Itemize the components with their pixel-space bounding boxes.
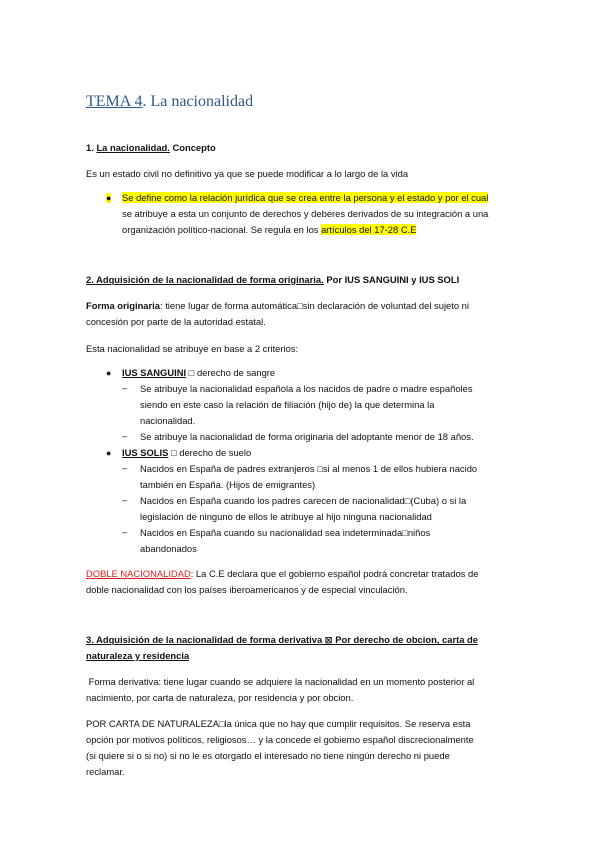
soli-item-3-line-1: Nacidos en España cuando su nacionalidad sea indeterminada□niños	[140, 527, 431, 538]
dash-icon: –	[122, 526, 128, 537]
bullet-icon: ●	[106, 193, 112, 203]
section-1-heading-underlined: La nacionalidad.	[96, 142, 170, 153]
title-tema: TEMA 4	[86, 93, 143, 110]
dash-icon: –	[122, 382, 128, 393]
ius-solis-desc: □ derecho de suelo	[168, 447, 252, 458]
section-3-heading-line-2: naturaleza y residencia	[86, 650, 190, 661]
ius-solis-label: IUS SOLIS	[122, 447, 169, 458]
bullet-icon: ●	[106, 368, 112, 378]
soli-item-3-line-2: abandonados	[140, 543, 197, 554]
dash-icon: –	[122, 494, 128, 505]
soli-item-2-line-2: legislación de ninguno de ellos le atribuye al hijo ninguna nacionalidad	[140, 511, 432, 522]
section-1-heading	[86, 140, 216, 156]
section-1-number: 1.	[86, 142, 97, 153]
s1-bullet-line-3	[122, 222, 416, 238]
articles-highlight: artículos del 17-28 C.E	[321, 224, 417, 235]
soli-item-1-line-2: también en España. (Hijos de emigrantes)	[140, 479, 316, 490]
carta-naturaleza-line-4: reclamar.	[86, 766, 125, 777]
carta-naturaleza-line-1: POR CARTA DE NATURALEZA□la única que no hay que cumplir requisitos. Se reserva esta	[86, 718, 471, 729]
criterios-line: Esta nacionalidad se atribuye en base a 2 criterios:	[86, 343, 299, 354]
forma-derivativa-line-2: nacimiento, por carta de naturaleza, por residencia y por obcion.	[86, 692, 354, 703]
dash-icon: –	[122, 430, 128, 441]
sanguini-item-1-line-1: Se atribuye la nacionalidad española a los nacidos de padre o madre españoles	[140, 383, 473, 394]
ius-solis-line	[122, 445, 251, 461]
document-title	[86, 93, 253, 111]
section-2-heading-underlined: 2. Adquisición de la nacionalidad de forma originaria.	[86, 274, 324, 285]
s1-bullet-line-1	[122, 190, 488, 206]
doble-nacionalidad-label: DOBLE NACIONALIDAD	[86, 568, 191, 579]
doble-nacionalidad-line-1	[86, 566, 478, 582]
doble-nacionalidad-line-2: doble nacionalidad con los países iberoamericanos y de especial vinculación.	[86, 584, 408, 595]
soli-item-1-line-1: Nacidos en España de padres extranjeros □si al menos 1 de ellos hubiera nacido	[140, 463, 478, 474]
section-2-heading-rest: Por IUS SANGUINI y IUS SOLI	[323, 274, 460, 285]
sanguini-item-1-line-2: siendo en este caso la relación de filiación (hijo de) la que determina la	[140, 399, 435, 410]
forma-originaria-text: : tiene lugar de forma automática□sin declaración de voluntad del sujeto ni	[159, 300, 469, 311]
title-rest: . La nacionalidad	[142, 93, 254, 110]
carta-naturaleza-line-3: (si quiere si o si no) si no le es otorgado el interesado no tiene ningún derecho ni puede	[86, 750, 450, 761]
section-1-heading-rest: Concepto	[169, 142, 216, 153]
dash-icon: –	[122, 462, 128, 473]
carta-naturaleza-line-2: opción por motivos políticos, religiosos… y la concede el gobierno español discrecionalmente	[86, 734, 474, 745]
ius-sanguini-label: IUS SANGUINI	[122, 367, 187, 378]
doble-nacionalidad-text: : La C.E declara que el gobierno español podrá concretar tratados de	[190, 568, 479, 579]
s1-bullet-line-3-text: organización político-nacional. Se regula en los	[122, 224, 322, 235]
forma-originaria-label: Forma originaria	[86, 300, 160, 311]
sanguini-item-2: Se atribuye la nacionalidad de forma originaria del adoptante menor de 18 años.	[140, 431, 474, 442]
s1-bullet-line-2: se atribuye a esta un conjunto de derechos y deberes derivados de su integración a una	[122, 208, 489, 219]
section-3-heading-line-1: 3. Adquisición de la nacionalidad de forma derivativa ⊠ Por derecho de obcion, carta de	[86, 634, 478, 645]
section-2-heading	[86, 272, 459, 288]
forma-derivativa-line-1: Forma derivativa: tiene lugar cuando se adquiere la nacionalidad en un momento posterior al	[86, 676, 475, 687]
forma-originaria-line-1	[86, 298, 469, 314]
section-1-intro: Es un estado civil no definitivo ya que se puede modificar a lo largo de la vida	[86, 168, 409, 179]
sanguini-item-1-line-3: nacionalidad.	[140, 415, 196, 426]
bullet-icon: ●	[106, 448, 112, 458]
ius-sanguini-line	[122, 365, 275, 381]
ius-sanguini-desc: □ derecho de sangre	[186, 367, 276, 378]
s1-bullet-line-1-text: Se define como la relación jurídica que se crea entre la persona y el estado y por el cual	[122, 192, 489, 203]
forma-originaria-line-2: concesión por parte de la autoridad estatal.	[86, 316, 266, 327]
soli-item-2-line-1: Nacidos en España cuando los padres carecen de nacionalidad□(Cuba) o si la	[140, 495, 467, 506]
